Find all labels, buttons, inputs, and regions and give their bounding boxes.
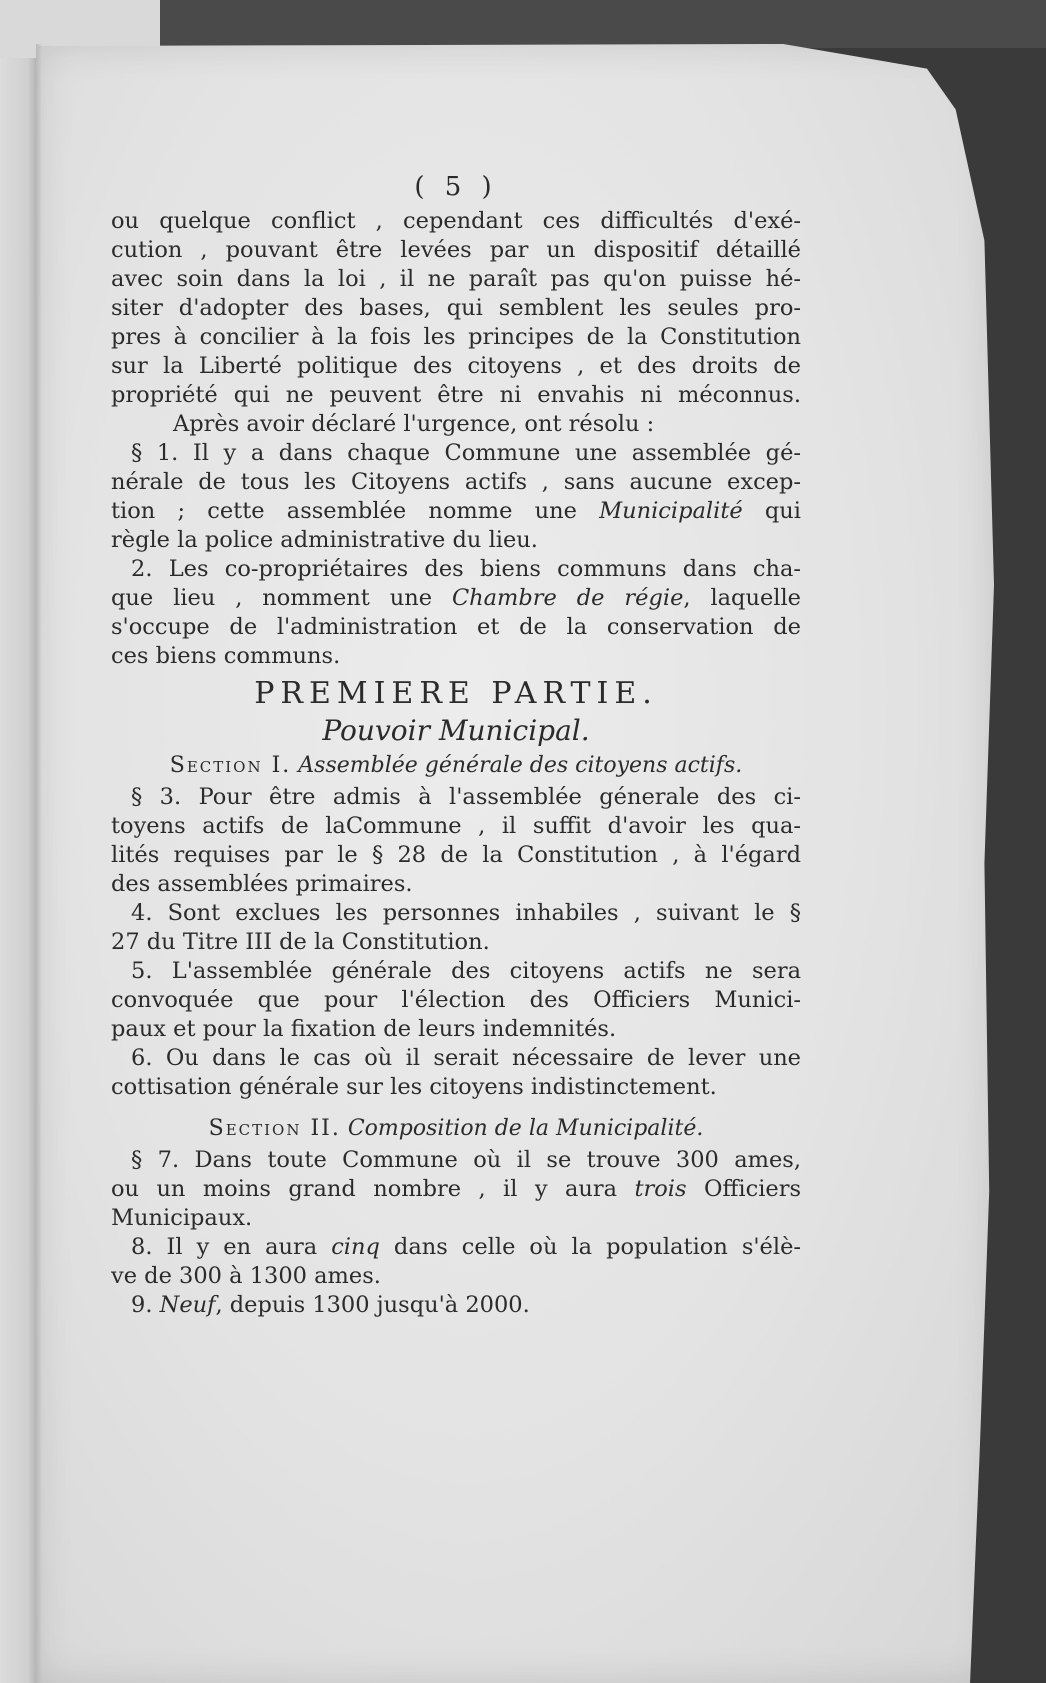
article-2 — [111, 555, 801, 671]
article-9 — [111, 1291, 801, 1320]
text-line: ou quelque conflict , cependant ces difficultés d'exé- — [111, 208, 801, 234]
text-line: avec soin dans la loi , il ne paraît pas qu'on puisse hé- — [111, 266, 801, 292]
text-line: 27 du Titre III de la Constitution. — [111, 929, 490, 955]
text-line: 2. Les co-propriétaires des biens communs dans cha- — [131, 556, 801, 582]
text-line: ve de 300 à 1300 ames. — [111, 1263, 381, 1289]
spacer — [111, 1102, 801, 1112]
text-line: Municipaux. — [111, 1205, 253, 1231]
section-heading-2 — [111, 1112, 801, 1146]
section-title: Assemblée générale des citoyens actifs. — [298, 753, 743, 778]
text-line — [111, 584, 801, 613]
text-line — [111, 1233, 801, 1262]
page-number: ( 5 ) — [414, 172, 498, 202]
text-line: toyens actifs de laCommune , il suffit d'avoir les qua- — [111, 813, 801, 839]
section-heading-1 — [111, 749, 801, 783]
resolu-line: Après avoir déclaré l'urgence, ont résolu : — [173, 411, 655, 437]
text-span: 9. — [131, 1292, 153, 1318]
article-4 — [111, 899, 801, 957]
text-line: 6. Ou dans le cas où il serait nécessaire de lever une — [131, 1045, 801, 1071]
part-subtitle: Pouvoir Municipal. — [322, 714, 590, 747]
italic-term: trois — [634, 1176, 687, 1202]
article-8 — [111, 1233, 801, 1291]
text-line: propriété qui ne peuvent être ni envahis ni méconnus. — [111, 382, 801, 408]
text-line: nérale de tous les Citoyens actifs , sans aucune excep- — [111, 469, 801, 495]
text-line: 5. L'assemblée générale des citoyens actifs ne sera — [131, 958, 801, 984]
text-span: que lieu , nomment une — [111, 585, 433, 611]
text-span: ou un moins grand nombre , il y aura — [111, 1176, 618, 1202]
page-text — [111, 172, 801, 1320]
article-6 — [111, 1044, 801, 1102]
scan-backdrop-top — [160, 0, 1046, 48]
text-line: pres à concilier à la fois les principes de la Constitution — [111, 324, 801, 350]
text-line — [111, 497, 801, 526]
text-line: cution , pouvant être levées par un dispositif détaillé — [111, 237, 801, 263]
text-line: siter d'adopter des bases, qui semblent les seules pro- — [111, 295, 801, 321]
italic-term: Neuf — [159, 1292, 216, 1318]
text-line: convoquée que pour l'élection des Officiers Munici- — [111, 987, 801, 1013]
text-line: règle la police administrative du lieu. — [111, 527, 538, 553]
italic-term: Municipalité — [599, 498, 743, 524]
section-label: Section I. — [169, 753, 292, 778]
article-5 — [111, 957, 801, 1044]
text-span: , laquelle — [683, 585, 801, 611]
page-gutter-shadow — [36, 44, 42, 1683]
text-line: 4. Sont exclues les personnes inhabiles , suivant le § — [131, 900, 801, 926]
article-1 — [111, 439, 801, 555]
text-span: , depuis 1300 jusqu'à 2000. — [215, 1292, 530, 1318]
text-span: dans celle où la population s'élè- — [393, 1234, 801, 1260]
text-line: s'occupe de l'administration et de la conservation de — [111, 614, 801, 640]
text-line: § 1. Il y a dans chaque Commune une assemblée gé- — [131, 440, 801, 466]
text-line: des assemblées primaires. — [111, 871, 413, 897]
article-3 — [111, 783, 801, 899]
section-label: Section II. — [208, 1116, 341, 1141]
text-line — [111, 1175, 801, 1204]
part-title: PREMIERE PARTIE. — [254, 676, 658, 711]
italic-term: cinq — [331, 1234, 380, 1260]
text-line: § 7. Dans toute Commune où il se trouve 300 ames, — [131, 1147, 801, 1173]
text-span: qui — [764, 498, 801, 524]
text-span: tion ; cette assemblée nomme une — [111, 498, 577, 524]
text-line: ces biens communs. — [111, 643, 341, 669]
text-line: § 3. Pour être admis à l'assemblée génerale des ci- — [131, 784, 801, 810]
article-7 — [111, 1146, 801, 1233]
intro-paragraph — [111, 207, 801, 410]
text-line: lités requises par le § 28 de la Constitution , à l'égard — [111, 842, 801, 868]
text-line: sur la Liberté politique des citoyens , et des droits de — [111, 353, 801, 379]
section-title: Composition de la Municipalité. — [347, 1116, 704, 1141]
text-span: 8. Il y en aura — [131, 1234, 318, 1260]
text-line: paux et pour la fixation de leurs indemnités. — [111, 1016, 617, 1042]
italic-term: Chambre de régie — [451, 585, 684, 611]
text-span: Officiers — [703, 1176, 801, 1202]
text-line: cottisation générale sur les citoyens indistinctement. — [111, 1074, 717, 1100]
